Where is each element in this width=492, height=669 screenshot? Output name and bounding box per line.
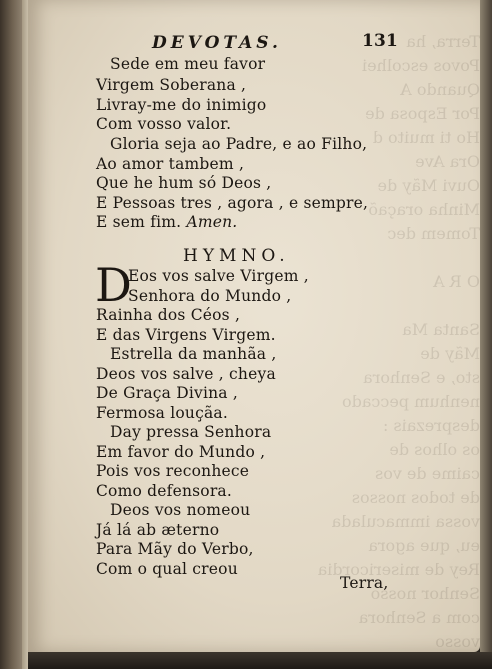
hymn-line: Em favor do Mundo ,	[96, 443, 266, 461]
verse-line: Livray-me do inimigo	[96, 96, 267, 114]
hymn-line: Para Mãy do Verbo,	[96, 540, 254, 558]
verse-line: Sede em meu favor	[110, 55, 266, 73]
hymn-line: Rainha dos Céos ,	[96, 306, 241, 324]
hymn-line: Com o qual creou	[96, 560, 238, 578]
book-spine	[0, 0, 22, 669]
hymn-line: E das Virgens Virgem.	[96, 326, 276, 344]
page-bottom-shadow	[28, 652, 492, 669]
verse-line: Com vosso valor.	[96, 115, 232, 133]
drop-cap: D	[95, 258, 133, 312]
amen-word: Amen.	[186, 213, 238, 231]
hymn-line: Senhora do Mundo ,	[128, 287, 292, 305]
catchword: Terra,	[340, 574, 389, 592]
verse-line: Ao amor tambem ,	[96, 155, 245, 173]
verse-line: Gloria seja ao Padre, e ao Filho,	[110, 135, 368, 153]
hymn-line: Estrella da manhãa ,	[110, 345, 277, 363]
hymn-line: Deos vos salve , cheya	[96, 365, 276, 383]
verse-line: Virgem Soberana ,	[96, 76, 247, 94]
verse-line: Que he hum só Deos ,	[96, 174, 272, 192]
closing-line	[96, 212, 237, 232]
hymn-line: Como defensora.	[96, 482, 232, 500]
hymn-line: Eos vos salve Virgem ,	[128, 267, 309, 285]
hymn-line: Deos vos nomeou	[110, 501, 251, 519]
hymn-heading: HYMNO.	[183, 246, 290, 266]
verse-line: E Pessoas tres , agora , e sempre,	[96, 194, 369, 212]
page-edge	[480, 0, 492, 669]
hymn-line: Já lá ab æterno	[96, 521, 220, 539]
closing-text: E sem fim.	[96, 213, 182, 231]
hymn-line: Pois vos reconhece	[96, 462, 250, 480]
hymn-line: Fermosa louçãa.	[96, 404, 229, 422]
hymn-line: De Graça Divina ,	[96, 384, 238, 402]
running-title: DEVOTAS.	[152, 33, 282, 53]
hymn-line: Day pressa Senhora	[110, 423, 272, 441]
page-number: 131	[362, 31, 399, 51]
